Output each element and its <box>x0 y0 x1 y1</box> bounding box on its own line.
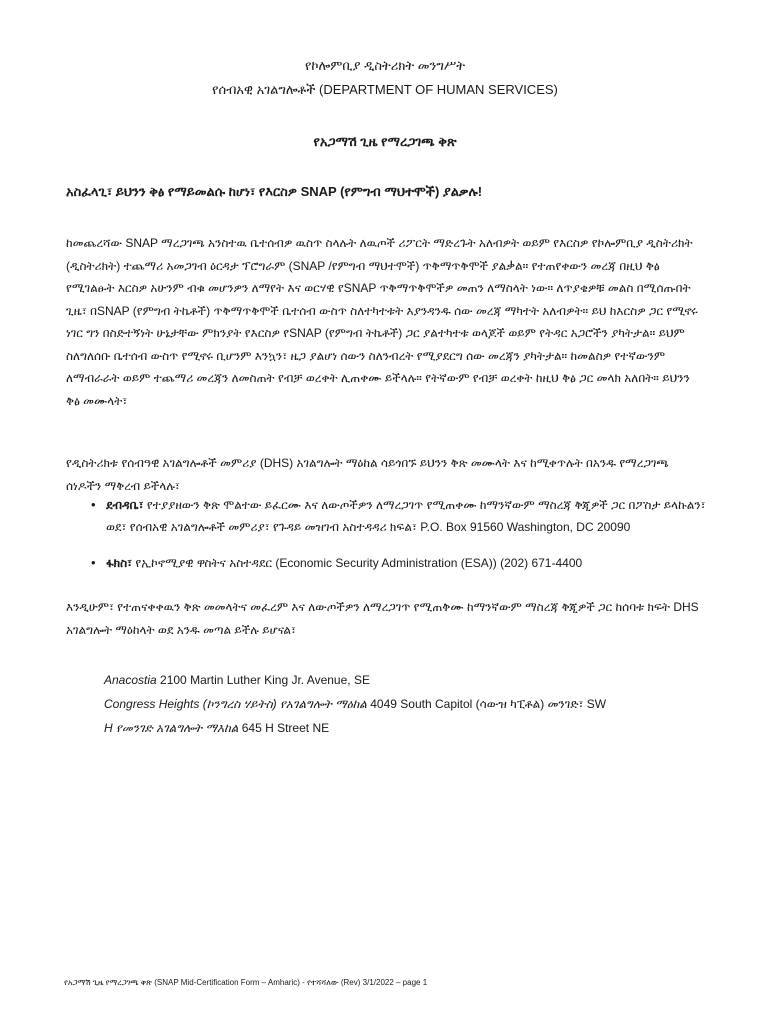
bullet-text: የተያያዘውን ቅጽ ሞልተው ይፈርሙ እና ለውጦችዎን ለማረጋገጥ የሚጠቀሙ ከማንኛውም ማስረጃ ቅጂዎች ጋር በፖስታ ይላኩልን፣ ወደ፣ የሰብአዊ አገልግሎቶች መምሪያ፣ የጉዳይ መዝገብ አስተዳዳሪ ክፍል፣ P.O. Box 91560 Washington, DC 20090 <box>106 498 706 534</box>
bullet-heading: ፋክስ፣ <box>106 556 133 570</box>
submission-paragraph: የዲስትሪክቱ የሰብዓዊ አገልግሎቶች መምሪያ (DHS) አገልግሎት ማዕከል ሳይጎበኙ ይህንን ቅጽ መሙላት እና ከሚቀጥሉት በአንዱ የማረጋገጫ ሰነዶችን ማቅረብ ይችላሉ፣ <box>66 456 669 493</box>
service-center-h-street <box>104 716 704 740</box>
agency-name: የኮሎምቢያ ዲስትሪክት መንግሥት <box>304 58 466 73</box>
bullet-icon: • <box>91 555 96 570</box>
bullet-text: የኢኮኖሚያዊ ዋስትና አስተዳደር (Economic Security Administration (ESA)) (202) 671-4400 <box>132 556 583 570</box>
service-center-name: Anacostia <box>104 673 157 687</box>
service-center-name: H የመንገድ አገልግሎት ማእከል <box>104 721 239 735</box>
list-item-mail <box>91 494 706 538</box>
important-notice: አስፈላጊ፣ ይህንን ቅፅ የማይመልሱ ከሆነ፣ የእርስዎ SNAP (የምግብ ማህተሞች) ያልቃሉ! <box>66 184 483 199</box>
intro-paragraph: ከመጨረሻው SNAP ማረጋገጫ አንስተዉ ቤተሰብዎ ዉስጥ ስላሉት ለዉጦች ሪፖርት ማድረጉት አለብዎት ወይም የእርስዎ የኮሎምቢያ ዲስትሪክት (ዲስትሪክት) ተጨማሪ አመጋገብ ዕርዳታ ፕሮግራም (SNAP /የምግብ ማህተሞች) ጥቅማጥቅሞች ያልቃል። የተጠየቀውን መረጃ በዚህ ቅፅ የሚገልፁት እርስዎ አሁንም ብቁ መሆንዎን ለማየት እና ወርሃዊ የSNAP ጥቅማጥቅሞችዎ መጠን ለማስላት ነው። ለጥያቄዎቹ መልስ በሚሰጡበት ጊዜ፣ በSNAP (የምግብ ትኬቶች) ጥቅማጥቅሞች ቤተሰብ ውስጥ ስለተካተቱት እያንዳንዱ ሰው መረጃ ማካተት አለብዎት። ይህ ከእርስዎ ጋር የሚኖሩ ነገር ግን በስድተኝነት ሁኔታቸው ምክንያት የእርስዎ የSNAP (የምግብ ትኬቶች) ጋር ያልተካተቱ ወላጆች ወይም የትዳር አጋሮችን ያካትታል። ይህም ስለግለሰቡ ቤተሰብ ውስጥ የሚኖሩ ቢሆንም እንኳን፣ ዜጋ ያልሆነ ሰውን ስለንብረት የሚያደርግ ሰው መረጃን ያካትታል። ከመልስዎ የተኛውንም ለማብራራት ወይም ተጨማሪ መረጃን ለመስጠት የብቻ ወረቀት ሊጠቀሙ ይችላሉ። የትኛውም የብቻ ወረቀት ከዚህ ቅፅ ጋር መላክ አለበት። ይህንን ቅፅ መሙላት፣ <box>66 236 698 408</box>
service-center-address: 2100 Martin Luther King Jr. Avenue, SE <box>156 673 370 687</box>
service-center-name: Congress Heights (ኮንግረስ ሃይትስ) የአገልግሎት ማዕከል <box>104 697 367 711</box>
form-title: የአጋማሽ ጊዜ የማረጋገጫ ቅጽ <box>313 134 457 149</box>
service-center-list <box>104 668 704 740</box>
list-item-fax <box>91 552 706 574</box>
service-center-congress-heights <box>104 692 704 716</box>
drop-off-paragraph: እንዲሁም፣ የተጠናቀቀዉን ቅጽ መመላትና መፈረም እና ለውጦችዎን ለማረጋገጥ የሚጠቅሙ ከማንኛውም ማስረጃ ቅጂዎች ጋር ከሰባቱ ክፍት DHS አገልግሎት ማዕከላት ወደ አንዱ መጣል ይችሉ ይሆናል፣ <box>66 600 699 637</box>
service-center-address: 645 H Street NE <box>238 721 330 735</box>
bullet-heading: ደብዳቤ፣ <box>106 498 144 512</box>
service-center-address: 4049 South Capitol (ሳውዝ ካፒቶል) መንገድ፣ SW <box>366 697 607 711</box>
page-footer: የአጋማሽ ጊዜ የማረጋገጫ ቅጽ (SNAP Mid-Certification Form – Amharic) - የተሻሻለው (Rev) 3/1/2022 – page 1 <box>64 978 428 987</box>
department-name: የሰብአዊ አገልግሎቶች (DEPARTMENT OF HUMAN SERVICES) <box>212 82 558 97</box>
bullet-icon: • <box>91 497 96 512</box>
submission-options <box>91 494 706 588</box>
service-center-anacostia <box>104 668 704 692</box>
